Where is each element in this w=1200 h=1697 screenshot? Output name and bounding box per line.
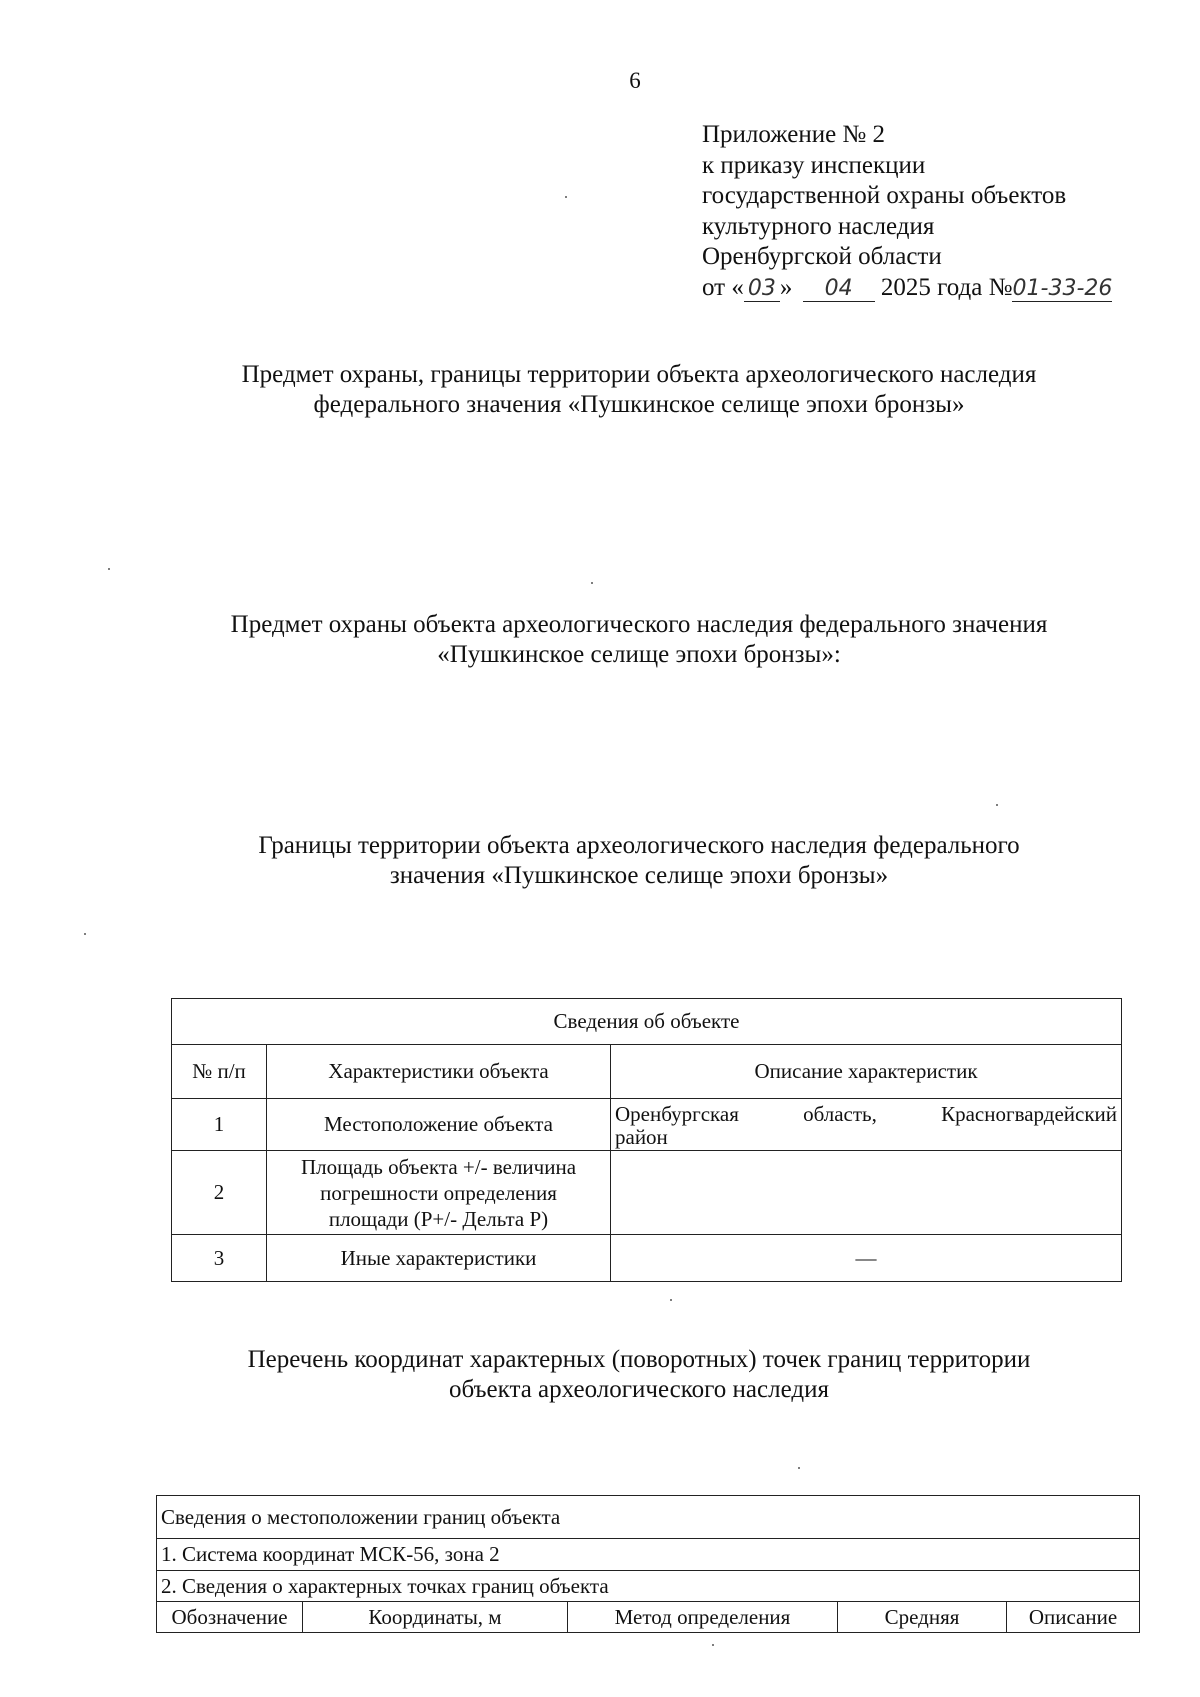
heading-line: значения «Пушкинское селище эпохи бронзы» — [389, 862, 889, 889]
appendix-line: к приказу инспекции — [702, 151, 926, 179]
title-line: федерального значения «Пушкинское селище эпохи бронзы» — [313, 391, 965, 418]
heading-line: Перечень координат характерных (поворотных) точек границ территории — [247, 1346, 1031, 1373]
appendix-line: государственной охраны объектов — [702, 182, 1067, 209]
description-line: район — [615, 1125, 668, 1149]
day-close: » — [779, 273, 793, 301]
header-cell: Координаты, м — [303, 1602, 568, 1633]
header-cell: Метод определения — [568, 1602, 838, 1633]
appendix-date-line — [702, 273, 1112, 304]
appendix-line: культурного наследия — [702, 212, 935, 240]
table-row-text: 2. Сведения о характерных точках границ объекта — [157, 1571, 1140, 1602]
table-row-text: 1. Система координат МСК-56, зона 2 — [157, 1539, 1140, 1571]
header-cell: Обозначение — [157, 1602, 303, 1633]
scan-speck — [996, 804, 998, 806]
row-description: — — [611, 1235, 1122, 1282]
table-row — [172, 1235, 1122, 1282]
row-name-line: площади (Р+/- Дельта Р) — [328, 1206, 549, 1231]
handwritten-month: 04 — [803, 277, 875, 302]
scan-speck — [108, 568, 110, 570]
appendix-block — [702, 120, 1112, 303]
row-name: Местоположение объекта — [267, 1099, 611, 1151]
handwritten-day: 03 — [744, 277, 780, 302]
appendix-line: Оренбургской области — [702, 243, 942, 270]
date-prefix: от « — [702, 273, 744, 301]
table-row-text: Сведения о местоположении границ объекта — [157, 1496, 1140, 1539]
row-number: 2 — [172, 1151, 267, 1235]
header-cell: № п/п — [172, 1045, 267, 1099]
scan-speck — [591, 582, 593, 584]
page-number: 6 — [629, 68, 641, 93]
header-cell: Описание характеристик — [611, 1045, 1122, 1099]
row-description — [611, 1099, 1122, 1151]
object-info-table — [171, 998, 1122, 1282]
coordinates-heading — [150, 1345, 1128, 1405]
title-line: Предмет охраны, границы территории объекта археологического наследия — [241, 361, 1037, 388]
header-cell: Средняя — [838, 1602, 1007, 1633]
borders-heading — [150, 831, 1128, 891]
subject-heading — [150, 610, 1128, 670]
scan-speck — [712, 1644, 714, 1646]
row-name-line: погрешности определения — [320, 1180, 557, 1205]
scan-speck — [84, 933, 86, 935]
heading-line: Предмет охраны объекта археологического наследия федерального значения — [230, 611, 1048, 638]
description-line: Оренбургская область, Красногвардейский — [615, 1102, 1117, 1126]
scan-speck — [565, 196, 567, 198]
row-number: 1 — [172, 1099, 267, 1151]
heading-line: «Пушкинское селище эпохи бронзы»: — [437, 641, 841, 668]
scan-speck — [798, 1467, 800, 1469]
year-text: 2025 года № — [880, 273, 1013, 301]
table-row — [172, 1151, 1122, 1235]
coordinates-table — [156, 1495, 1140, 1633]
appendix-line: Приложение № 2 — [702, 121, 886, 148]
row-number: 3 — [172, 1235, 267, 1282]
row-name: Иные характеристики — [267, 1235, 611, 1282]
heading-line: Границы территории объекта археологического наследия федерального — [258, 832, 1020, 859]
document-title — [150, 360, 1128, 420]
header-cell: Описание — [1007, 1602, 1140, 1633]
scan-speck — [670, 1299, 672, 1301]
row-name — [267, 1151, 611, 1235]
heading-line: объекта археологического наследия — [449, 1376, 829, 1403]
header-cell: Характеристики объекта — [267, 1045, 611, 1099]
table-caption: Сведения об объекте — [172, 999, 1122, 1045]
row-description — [611, 1151, 1122, 1235]
table-row — [172, 1099, 1122, 1151]
row-name-line: Площадь объекта +/- величина — [300, 1154, 577, 1179]
handwritten-order-number: 01-33-26 — [1012, 275, 1113, 301]
